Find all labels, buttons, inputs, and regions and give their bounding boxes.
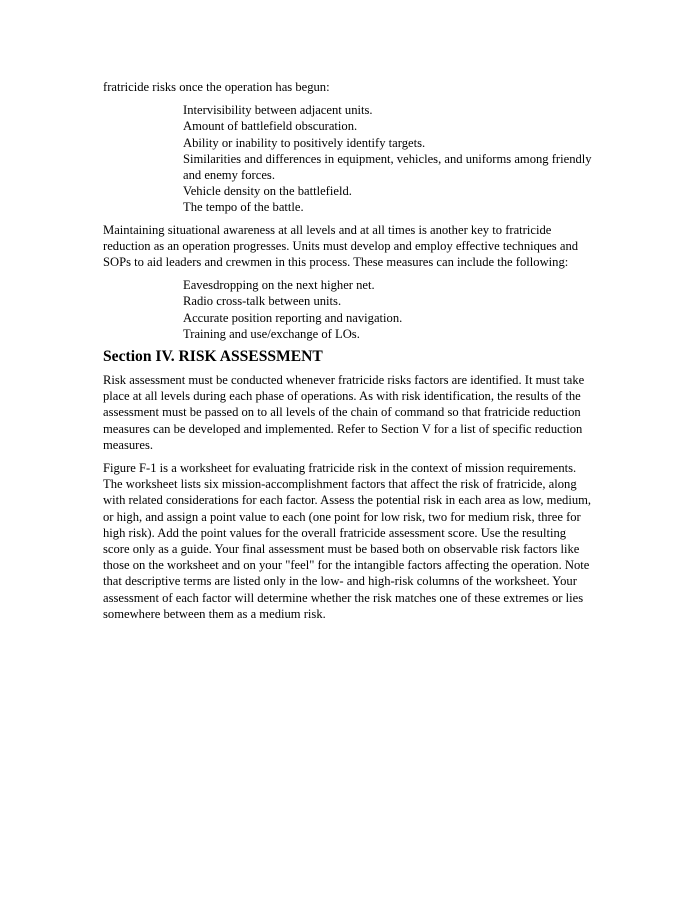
- list-item: Radio cross-talk between units.: [183, 294, 342, 309]
- list-item: Similarities and differences in equipment, vehicles, and uniforms among friendly and enemy forces.: [183, 151, 592, 183]
- assessment-paragraph-1: Risk assessment must be conducted whenever fratricide risks factors are identified. It must take place at all levels during each phase of operations. As with risk identification, the results of the assessment must be passed on to all levels of the chain of command so that fratricide reduction measures can be developed and implemented. Refer to Section V for a list of specific reduction measures.: [103, 373, 585, 452]
- list-item: Training and use/exchange of LOs.: [183, 326, 360, 341]
- awareness-measure-list: [103, 277, 595, 342]
- list-item: Ability or inability to positively identify targets.: [183, 135, 426, 150]
- list-item: Accurate position reporting and navigation.: [183, 310, 403, 325]
- list-item: Eavesdropping on the next higher net.: [183, 278, 375, 293]
- risk-factor-list: [103, 102, 595, 215]
- section-heading: Section IV. RISK ASSESSMENT: [103, 348, 323, 366]
- awareness-paragraph: Maintaining situational awareness at all levels and at all times is another key to fratricide reduction as an operation progresses. Units must develop and employ effective techniques and SOPs to aid leaders and crewmen in this process. These measures can include the following:: [103, 222, 579, 270]
- list-item: Intervisibility between adjacent units.: [183, 103, 373, 118]
- document-page: [103, 79, 595, 629]
- list-item: The tempo of the battle.: [183, 200, 304, 215]
- list-item: Amount of battlefield obscuration.: [183, 119, 358, 134]
- intro-line: fratricide risks once the operation has begun:: [103, 80, 330, 94]
- list-item: Vehicle density on the battlefield.: [183, 184, 352, 199]
- assessment-paragraph-2: Figure F-1 is a worksheet for evaluating fratricide risk in the context of mission requirements. The worksheet lists six mission-accomplishment factors that affect the risk of fratricide, along with related considerations for each factor. Assess the potential risk in each area as low, medium, or high, and assign a point value to each (one point for low risk, two for medium risk, three for high risk). Add the point values for the overall fratricide assessment score. Use the resulting score only as a guide. Your final assessment must be based both on observable risk factors like those on the worksheet and on your "feel" for the intangible factors affecting the operation. Note that descriptive terms are listed only in the low- and high-risk columns of the worksheet. Your assessment of each factor will determine whether the risk matches one of these extremes or lies somewhere between them as a medium risk.: [103, 461, 592, 621]
